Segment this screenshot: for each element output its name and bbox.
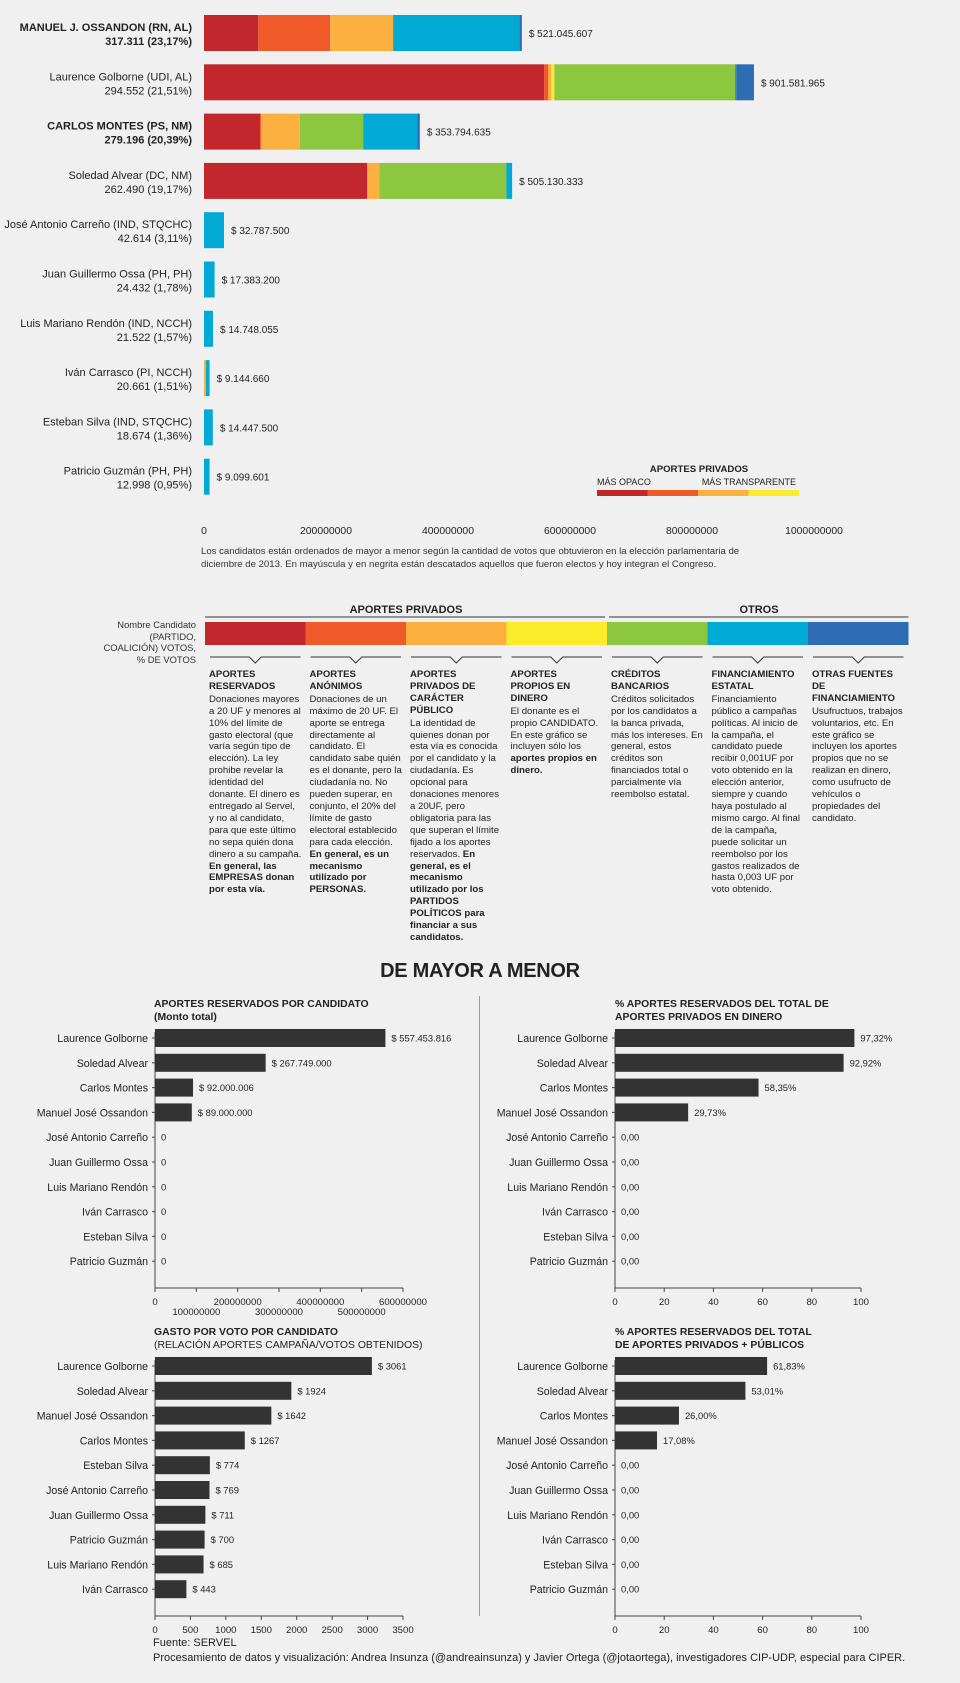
bar-segment [204, 311, 213, 347]
inset-legend-swatch [749, 490, 800, 496]
category-label: Juan Guillermo Ossa [49, 1509, 148, 1522]
bar-value-label: $ 700 [210, 1534, 235, 1546]
category-description [209, 669, 302, 896]
inset-legend-swatch [698, 490, 749, 496]
category-label: Iván Carrasco [82, 1584, 148, 1597]
bar-value-label: 29,73% [694, 1106, 726, 1118]
bar-value-label: $ 267.749.000 [271, 1057, 332, 1069]
candidate-votes: 317.311 (23,17%) [105, 36, 192, 48]
bar-value-label: $ 711 [211, 1509, 235, 1521]
bar-segment [204, 262, 215, 298]
candidate-name: Patricio Guzmán (PH, PH) [63, 465, 192, 478]
x-tick-label: 500000000 [337, 1307, 386, 1318]
category-title: APORTES PROPIOS EN DINERO [510, 669, 571, 704]
x-tick-label: 1000 [215, 1625, 237, 1636]
bar [155, 1357, 372, 1375]
candidate-name: Iván Carrasco (PI, NCCH) [64, 367, 192, 380]
bar-total-label: $ 9.144.660 [216, 374, 270, 386]
bar [155, 1029, 385, 1047]
legend-bracket [311, 657, 402, 663]
legend-bracket [512, 657, 603, 663]
candidate-votes: 24.432 (1,78%) [116, 282, 192, 295]
category-title: APORTES ANÓNIMOS [309, 669, 363, 692]
main-stacked-bar-chart [0, 0, 960, 540]
bar-value-label: 58,35% [764, 1082, 797, 1094]
category-label: Manuel José Ossandon [496, 1107, 608, 1120]
bar-segment [735, 64, 736, 100]
x-tick-label: 600000000 [378, 1297, 428, 1308]
group-label-private: APORTES PRIVADOS [349, 604, 463, 616]
category-title: OTRAS FUENTES DE FINANCIAMIENTO [812, 669, 895, 704]
bar-segment [204, 163, 367, 199]
bar [155, 1054, 266, 1072]
category-label: Iván Carrasco [542, 1206, 608, 1219]
chart-pct-privados [480, 1020, 960, 1310]
candidate-votes: 279.196 (20,39%) [104, 134, 192, 147]
category-emphasis: En general, es un mecanismo utilizado por PERSONAS. [309, 848, 389, 896]
category-title: APORTES PRIVADOS DE CARÁCTER PÚBLICO [410, 669, 476, 716]
bar-segment [260, 114, 261, 150]
candidate-votes: 42.614 (3,11%) [117, 233, 192, 246]
category-label: José Antonio Carreño [46, 1485, 148, 1497]
section-title: DE MAYOR A MENOR [380, 960, 580, 982]
category-label: Manuel José Ossandon [36, 1410, 148, 1423]
category-label: Laurence Golborne [517, 1033, 608, 1045]
bar [615, 1382, 745, 1400]
bar-total-label: $ 521.045.607 [528, 29, 593, 40]
category-description [712, 669, 805, 896]
inset-legend-swatch [597, 490, 648, 496]
x-tick-label: 40 [708, 1625, 719, 1636]
bar [615, 1029, 854, 1047]
legend-swatch [406, 622, 507, 645]
footer [153, 1636, 905, 1666]
category-label: Manuel José Ossandon [36, 1107, 148, 1120]
bar [155, 1431, 245, 1449]
candidate-name: MANUEL J. OSSANDON (RN, AL) [19, 22, 192, 34]
x-tick-label: 200000000 [213, 1297, 262, 1308]
bar-segment [204, 360, 206, 396]
x-tick-label: 40 [708, 1297, 719, 1308]
category-label: Carlos Montes [539, 1410, 608, 1423]
bar-value-label: $ 685 [209, 1558, 234, 1570]
bar-value-label: $ 769 [215, 1484, 239, 1496]
bar-value-label: 0,00 [621, 1156, 640, 1168]
category-label: Carlos Montes [79, 1435, 148, 1448]
category-label: José Antonio Carreño [46, 1132, 148, 1145]
bar-segment [367, 163, 379, 199]
chart-title-pct-total: % APORTES RESERVADOS DEL TOTAL DE APORTES PRIVADOS + PÚBLICOS [615, 1327, 812, 1351]
category-description [611, 669, 704, 801]
candidate-votes: 262.490 (19,17%) [104, 183, 192, 196]
inset-legend-title: APORTES PRIVADOS [649, 464, 749, 475]
bar-total-label: $ 32.787.500 [231, 226, 290, 238]
bar-value-label: $ 1267 [250, 1434, 280, 1446]
bar-total-label: $ 17.383.200 [221, 275, 280, 287]
category-label: Carlos Montes [539, 1082, 608, 1095]
bar [155, 1456, 210, 1474]
legend-bracket [210, 657, 301, 663]
legend-swatch [607, 622, 708, 645]
x-tick-label: 1000000000 [785, 526, 843, 537]
x-tick-label: 0 [152, 1625, 158, 1636]
category-label: Laurence Golborne [57, 1033, 148, 1045]
inset-legend-right-label: MÁS TRANSPARENTE [701, 477, 796, 487]
bar-total-label: $ 14.748.055 [219, 324, 279, 336]
category-label: Juan Guillermo Ossa [509, 1157, 608, 1169]
bar [615, 1103, 688, 1121]
bar-segment [393, 15, 519, 51]
bar-value-label: 0 [161, 1131, 167, 1143]
chart-title-pct-privados: % APORTES RESERVADOS DEL TOTAL DE APORTES PRIVADOS EN DINERO [615, 999, 829, 1023]
bar-value-label: $ 3061 [377, 1360, 407, 1372]
bar-value-label: 53,01% [751, 1385, 784, 1397]
bar-segment [330, 15, 393, 51]
legend-bracket [411, 657, 502, 663]
x-tick-label: 0 [612, 1625, 618, 1636]
bar-value-label: 0,00 [621, 1131, 640, 1143]
bar-value-label: 17,08% [663, 1434, 695, 1446]
candidate-name: Soledad Alvear (DC, NM) [68, 169, 192, 182]
bar-value-label: $ 92.000.006 [199, 1082, 254, 1094]
bar [615, 1357, 767, 1375]
bar-value-label: $ 443 [192, 1583, 216, 1595]
candidate-votes: 21.522 (1,57%) [116, 331, 192, 344]
credits-text: Procesamiento de datos y visualización: Andrea Insunza (@andreainsunza) y Javier Ortega (@jotaortega), investigadores CIP-UDP, especial para CIPER. [153, 1652, 906, 1664]
category-label: Juan Guillermo Ossa [49, 1157, 148, 1169]
category-label: José Antonio Carreño [506, 1460, 608, 1473]
bar-value-label: 0,00 [621, 1534, 640, 1546]
bar-value-label: 92,92% [849, 1057, 882, 1069]
legend-swatch [808, 622, 909, 645]
candidate-name: Juan Guillermo Ossa (PH, PH) [42, 268, 192, 281]
category-text: Créditos solicitados por los candidatos a la banca privada, más los intereses. En general, estos créditos son financiados total o parcialmente vía reembolso estatal. [611, 693, 703, 801]
bar-total-label: $ 353.794.635 [426, 127, 491, 139]
legend-swatch [205, 622, 306, 645]
category-title: CRÉDITOS BANCARIOS [611, 669, 670, 692]
chart-title-reservados: APORTES RESERVADOS POR CANDIDATO (Monto total) [154, 999, 369, 1023]
bar-value-label: 0,00 [621, 1255, 640, 1267]
x-tick-label: 800000000 [665, 526, 719, 537]
x-tick-label: 80 [806, 1625, 818, 1636]
bar-value-label: 0 [161, 1230, 167, 1242]
chart-title-gasto-voto: GASTO POR VOTO POR CANDIDATO (RELACIÓN APORTES CAMPAÑA/VOTOS OBTENIDOS) [154, 1327, 423, 1351]
bar-value-label: 0,00 [621, 1558, 640, 1570]
category-label: Juan Guillermo Ossa [509, 1485, 608, 1497]
bar-segment [204, 212, 224, 248]
category-description [410, 669, 503, 944]
bar [615, 1079, 759, 1097]
category-label: Patricio Guzmán [529, 1256, 608, 1269]
inset-legend-swatch [648, 490, 699, 496]
chart-note: Los candidatos están ordenados de mayor a menor según la cantidad de votos que obtuvieron en la elección parlamentaria de diciembre de 2013. En mayúscula y en negrita están descatados aquellos que fueron electos y hoy integran el Congreso. [201, 546, 740, 570]
bar-value-label: $ 774 [215, 1459, 240, 1471]
bar [155, 1407, 271, 1425]
bar-segment [363, 114, 417, 150]
bar-segment [736, 64, 754, 100]
category-description [511, 669, 604, 777]
bar-value-label: 0,00 [621, 1583, 640, 1595]
category-label: Luis Mariano Rendón [507, 1181, 608, 1194]
category-text: Usufructuos, trabajos voluntarios, etc. En este gráfico se incluyen los aportes propios que no se realizan en dinero, como usufructo de vehículos o propiedades del candidato. [812, 705, 903, 824]
bar-total-label: $ 505.130.333 [519, 176, 584, 188]
category-title: FINANCIAMIENTO ESTATAL [711, 669, 795, 692]
category-emphasis: En general, las EMPRESAS donan por esta vía. [209, 860, 295, 896]
bar-value-label: 97,32% [860, 1032, 893, 1044]
bar-segment [418, 114, 420, 150]
category-label: Laurence Golborne [57, 1361, 148, 1373]
bar-value-label: 61,83% [773, 1360, 805, 1372]
bar [155, 1079, 193, 1097]
category-label: Patricio Guzmán [69, 1534, 148, 1547]
chart-gasto-por-voto [0, 1348, 480, 1638]
x-tick-label: 2500 [321, 1625, 343, 1636]
bar [155, 1531, 205, 1549]
candidate-name: Luis Mariano Rendón (IND, NCCH) [20, 317, 192, 330]
candidate-votes: 20.661 (1,51%) [116, 381, 192, 394]
bar-total-label: $ 9.099.601 [216, 472, 270, 484]
category-description [812, 669, 905, 825]
x-tick-label: 200000000 [299, 526, 353, 537]
category-label: Patricio Guzmán [69, 1256, 148, 1269]
bar [155, 1580, 186, 1598]
x-tick-label: 60 [757, 1297, 768, 1308]
legend-bracket [813, 657, 904, 663]
legend-row-label: Nombre Candidato (PARTIDO, COALICIÓN) VOTOS, % DE VOTOS [103, 619, 196, 665]
candidate-name: José Antonio Carreño (IND, STQCHC) [4, 219, 192, 232]
bar-total-label: $ 14.447.500 [219, 423, 279, 435]
bar-segment [551, 64, 554, 100]
bar-segment [554, 64, 735, 100]
bar-value-label: 0,00 [621, 1206, 640, 1218]
bar-value-label: $ 1924 [297, 1385, 327, 1397]
x-tick-label: 60 [757, 1625, 768, 1636]
bar-total-label: $ 901.581.965 [760, 78, 825, 90]
chart-aportes-reservados [0, 1020, 480, 1318]
bar-segment [261, 114, 299, 150]
bar [615, 1054, 844, 1072]
category-label: Esteban Silva [83, 1460, 148, 1473]
category-description [310, 669, 403, 896]
source-text: Fuente: SERVEL [153, 1637, 237, 1649]
x-tick-label: 400000000 [296, 1297, 345, 1308]
category-label: Iván Carrasco [542, 1534, 608, 1547]
category-text: Donaciones de un máximo de 20 UF. El aporte se entrega directamente al candidato. El candidato sabe quién es el donante, pero la ciudadanía no. No pueden superar, en conjunto, el 20% del límite de gasto electoral establecido para cada elección. [309, 693, 402, 848]
bar [155, 1481, 209, 1499]
candidate-name: Esteban Silva (IND, STQCHC) [42, 416, 192, 429]
bar-value-label: 0 [161, 1206, 167, 1218]
bar-segment [204, 64, 544, 100]
x-tick-label: 500 [182, 1625, 199, 1636]
category-label: Soledad Alvear [76, 1057, 148, 1070]
chart-pct-total [480, 1348, 960, 1638]
legend-bracket [713, 657, 804, 663]
x-tick-label: 3500 [392, 1625, 414, 1636]
center-divider [479, 996, 480, 1616]
x-tick-label: 600000000 [543, 526, 597, 537]
category-label: José Antonio Carreño [506, 1132, 608, 1145]
x-tick-label: 100 [852, 1297, 870, 1308]
candidate-name: Laurence Golborne (UDI, AL) [49, 71, 192, 84]
category-label: Carlos Montes [79, 1082, 148, 1095]
category-label: Manuel José Ossandon [496, 1435, 608, 1448]
bar [155, 1103, 192, 1121]
bar-value-label: 26,00% [684, 1410, 717, 1422]
x-tick-label: 0 [612, 1297, 618, 1308]
candidate-votes: 294.552 (21,51%) [104, 85, 192, 98]
bar-value-label: 0 [161, 1156, 167, 1168]
x-tick-label: 80 [806, 1297, 818, 1308]
x-tick-label: 1500 [250, 1625, 272, 1636]
bar-value-label: 0,00 [621, 1230, 640, 1242]
bar-value-label: 0,00 [621, 1181, 640, 1193]
bar-segment [506, 163, 512, 199]
bar [155, 1506, 205, 1524]
bar-segment [204, 114, 260, 150]
x-tick-label: 100 [852, 1625, 870, 1636]
bar-segment [206, 360, 210, 396]
category-label: Soledad Alvear [76, 1385, 148, 1398]
bar-segment [204, 15, 258, 51]
category-label: Soledad Alvear [536, 1385, 608, 1398]
bar [615, 1431, 657, 1449]
category-label: Esteban Silva [83, 1231, 148, 1244]
category-text: Donaciones mayores a 20 UF y menores al 10% del límite de gasto electoral (que varía según tipo de elección). La ley prohibe revelar la identidad del donante. El dinero es entregado al Servel, y no al candidato, para que este último no sepa quién dona dinero a su campaña. [209, 693, 302, 860]
category-label: Luis Mariano Rendón [507, 1509, 608, 1522]
bar-segment [519, 15, 521, 51]
category-label: Luis Mariano Rendón [47, 1181, 148, 1194]
category-label: Patricio Guzmán [529, 1584, 608, 1597]
bar-value-label: 0,00 [621, 1509, 640, 1521]
category-text: La identidad de quienes donan por esta vía es conocida por el candidato y la ciudadanía. Es opcional para donaciones menores a 20UF, pero obligatoria para las que superan el límite fijado a los aportes reservados. [410, 717, 500, 860]
bar-value-label: 0,00 [621, 1484, 640, 1496]
category-emphasis: En general, es el mecanismo utilizado por los PARTIDOS POLÍTICOS para financiar a sus candidatos. [410, 848, 485, 943]
bar-value-label: $ 557.453.816 [391, 1032, 452, 1044]
bar [155, 1382, 291, 1400]
x-tick-label: 0 [201, 526, 207, 537]
bar-segment [548, 64, 551, 100]
legend-swatch [507, 622, 608, 645]
x-tick-label: 400000000 [421, 526, 475, 537]
bar [615, 1407, 679, 1425]
category-label: Soledad Alvear [536, 1057, 608, 1070]
funding-category-legend [0, 595, 960, 675]
category-emphasis: aportes propios en dinero. [510, 753, 597, 777]
legend-swatch [306, 622, 407, 645]
x-tick-label: 300000000 [254, 1307, 304, 1318]
bar-segment [204, 459, 210, 495]
category-text: Financiamiento público a campañas políticas. Al inicio de la campaña, el candidato puede recibir 0,001UF por voto obtenido en la elección anterior, siempre y cuando haya postulado al mismo cargo. Al final de la campaña, puede solicitar un reembolso por los gastos realizados de hasta 0,003 UF por voto obtenido. [711, 693, 801, 896]
bar-segment [544, 64, 548, 100]
inset-legend-left-label: MÁS OPACO [597, 477, 651, 487]
x-tick-label: 100000000 [172, 1307, 221, 1318]
bar-value-label: 0 [161, 1181, 167, 1193]
candidate-name: CARLOS MONTES (PS, NM) [47, 120, 192, 133]
bar-segment [300, 114, 363, 150]
bar-value-label: $ 1642 [277, 1410, 307, 1422]
x-tick-label: 3000 [356, 1625, 379, 1636]
legend-bracket [612, 657, 703, 663]
category-label: Laurence Golborne [517, 1361, 608, 1373]
category-text: El donante es el propio CANDIDATO. En este gráfico se incluyen sólo los [510, 705, 599, 753]
bar-value-label: 0 [161, 1255, 167, 1267]
candidate-votes: 18.674 (1,36%) [116, 430, 192, 443]
x-tick-label: 20 [658, 1297, 670, 1308]
bar-segment [204, 409, 213, 445]
group-label-other: OTROS [739, 604, 779, 616]
category-label: Luis Mariano Rendón [47, 1559, 148, 1572]
category-title: APORTES RESERVADOS [209, 669, 276, 692]
legend-swatch [708, 622, 809, 645]
x-tick-label: 2000 [286, 1625, 308, 1636]
category-label: Iván Carrasco [82, 1206, 148, 1219]
candidate-votes: 12.998 (0,95%) [116, 479, 192, 492]
bar-segment [258, 15, 330, 51]
category-label: Esteban Silva [543, 1559, 608, 1572]
bar [155, 1555, 204, 1573]
category-label: Esteban Silva [543, 1231, 608, 1244]
bar-value-label: 0,00 [621, 1459, 640, 1471]
bar-value-label: $ 89.000.000 [197, 1106, 253, 1118]
x-tick-label: 0 [152, 1297, 158, 1308]
x-tick-label: 20 [658, 1625, 670, 1636]
bar-segment [380, 163, 507, 199]
